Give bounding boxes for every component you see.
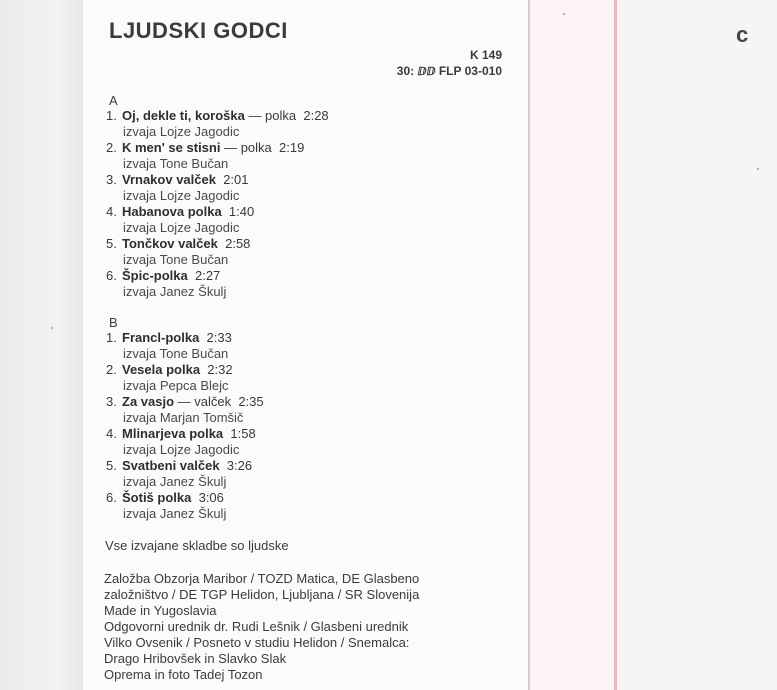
track-performer: izvaja Janez Škulj bbox=[123, 474, 227, 489]
track-number: 5. bbox=[106, 236, 117, 251]
track-item bbox=[106, 236, 329, 268]
track-item bbox=[106, 490, 264, 522]
track-duration: — polka 2:19 bbox=[220, 140, 305, 155]
speck bbox=[757, 168, 759, 170]
credit-line: Vilko Ovsenik / Posneto v studiu Helidon / Snemalca: bbox=[104, 635, 410, 650]
track-performer: izvaja Lojze Jagodic bbox=[123, 124, 240, 139]
track-number: 3. bbox=[106, 394, 117, 409]
track-performer: izvaja Lojze Jagodic bbox=[123, 220, 240, 235]
album-title: LJUDSKI GODCI bbox=[109, 18, 288, 43]
track-title: Vesela polka bbox=[122, 362, 201, 377]
side-b-tracklist bbox=[106, 330, 264, 522]
left-cover-strip bbox=[0, 0, 82, 690]
track-duration: 2:32 bbox=[200, 362, 233, 377]
track-item bbox=[106, 458, 264, 490]
track-title-line bbox=[106, 458, 264, 474]
track-duration: 3:26 bbox=[219, 458, 253, 473]
track-duration: 2:01 bbox=[215, 172, 249, 187]
track-performer: izvaja Tone Bučan bbox=[123, 346, 229, 361]
side-b-label: B bbox=[109, 315, 118, 330]
track-number: 4. bbox=[106, 204, 117, 219]
track-number: 6. bbox=[106, 268, 117, 283]
catalog-code-line bbox=[397, 63, 502, 80]
credits-block bbox=[104, 571, 524, 683]
track-number: 3. bbox=[106, 172, 117, 187]
credit-line: Oprema in foto Tadej Tozon bbox=[104, 667, 263, 682]
track-title-line bbox=[106, 204, 329, 220]
track-performer: izvaja Tone Bučan bbox=[123, 252, 229, 267]
track-title: Francl-polka bbox=[122, 330, 200, 345]
track-title-line bbox=[106, 330, 264, 346]
track-duration: 1:40 bbox=[221, 204, 255, 219]
side-a-label: A bbox=[109, 93, 118, 108]
track-title: Mlinarjeva polka bbox=[122, 426, 224, 441]
track-title: Svatbeni valček bbox=[122, 458, 220, 473]
track-performer: izvaja Pepca Blejc bbox=[123, 378, 229, 393]
track-number: 1. bbox=[106, 330, 117, 345]
dolby-icon: ⅅⅅ bbox=[417, 66, 436, 78]
track-duration: 2:27 bbox=[187, 268, 221, 283]
credit-line: založništvo / DE TGP Helidon, Ljubljana / SR Slovenija bbox=[104, 587, 420, 602]
track-item bbox=[106, 108, 329, 140]
speck bbox=[563, 13, 565, 15]
track-title: Šotiš polka bbox=[122, 490, 192, 505]
track-item bbox=[106, 204, 329, 236]
track-title-line bbox=[106, 108, 329, 124]
track-number: 6. bbox=[106, 490, 117, 505]
track-duration: — valček 2:35 bbox=[174, 394, 264, 409]
spine-panel bbox=[530, 0, 614, 690]
track-item bbox=[106, 140, 329, 172]
track-title: Oj, dekle ti, koroška bbox=[122, 108, 245, 123]
speck bbox=[51, 327, 53, 329]
track-number: 2. bbox=[106, 140, 117, 155]
side-a-tracklist bbox=[106, 108, 329, 300]
track-item bbox=[106, 394, 264, 426]
track-item bbox=[106, 268, 329, 300]
track-title: Špic-polka bbox=[122, 268, 188, 283]
track-number: 5. bbox=[106, 458, 117, 473]
track-title-line bbox=[106, 172, 329, 188]
track-title: Tončkov valček bbox=[122, 236, 218, 251]
track-title: Za vasjo bbox=[122, 394, 175, 409]
track-item bbox=[106, 330, 264, 362]
track-title-line bbox=[106, 236, 329, 252]
side-mark: ɔ bbox=[736, 22, 749, 47]
track-title-line bbox=[106, 490, 264, 506]
track-item bbox=[106, 426, 264, 458]
track-title: K men' se stisni bbox=[122, 140, 221, 155]
catalog-code-prefix: 30: bbox=[396, 64, 415, 78]
track-duration: 2:33 bbox=[199, 330, 232, 345]
track-number: 2. bbox=[106, 362, 117, 377]
track-title-line bbox=[106, 394, 264, 410]
track-number: 1. bbox=[106, 108, 117, 123]
track-title: Habanova polka bbox=[122, 204, 222, 219]
track-item bbox=[106, 362, 264, 394]
track-number: 4. bbox=[106, 426, 117, 441]
credit-line: Made in Yugoslavia bbox=[104, 603, 217, 618]
catalog-number: K 149 bbox=[469, 48, 502, 62]
track-item bbox=[106, 172, 329, 204]
track-performer: izvaja Tone Bučan bbox=[123, 156, 229, 171]
back-panel bbox=[617, 0, 777, 690]
track-duration: 3:06 bbox=[191, 490, 224, 505]
track-performer: izvaja Janez Škulj bbox=[123, 506, 227, 521]
credit-line: Drago Hribovšek in Slavko Slak bbox=[104, 651, 287, 666]
track-title-line bbox=[106, 426, 264, 442]
track-performer: izvaja Lojze Jagodic bbox=[123, 442, 240, 457]
track-title-line bbox=[106, 140, 329, 156]
catalog-info bbox=[397, 47, 502, 80]
track-duration: — polka 2:28 bbox=[244, 108, 329, 123]
track-performer: izvaja Lojze Jagodic bbox=[123, 188, 240, 203]
track-title-line bbox=[106, 268, 329, 284]
credit-line: Založba Obzorja Maribor / TOZD Matica, DE Glasbeno bbox=[104, 571, 420, 586]
track-title-line bbox=[106, 362, 264, 378]
track-performer: izvaja Marjan Tomšič bbox=[123, 410, 244, 425]
track-title: Vrnakov valček bbox=[122, 172, 216, 187]
credit-line: Odgovorni urednik dr. Rudi Lešnik / Glasbeni urednik bbox=[104, 619, 409, 634]
catalog-code: FLP 03-010 bbox=[438, 64, 502, 78]
track-performer: izvaja Janez Škulj bbox=[123, 284, 227, 299]
track-duration: 2:58 bbox=[217, 236, 251, 251]
note-folk-songs: Vse izvajane skladbe so ljudske bbox=[105, 538, 289, 553]
track-duration: 1:58 bbox=[223, 426, 256, 441]
